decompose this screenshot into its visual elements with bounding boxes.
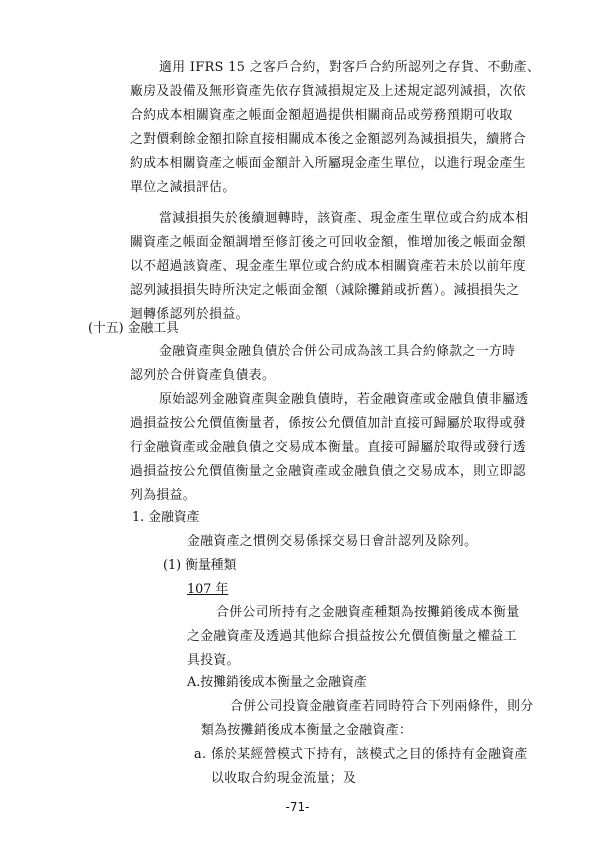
para2-line-4: 認列減損損失時所決定之帳面金額（減除攤銷或折舊）。減損損失之	[130, 283, 520, 298]
amortized-cost-heading: A.按攤銷後成本衡量之金融資產	[187, 675, 367, 690]
para3-line-2: 認列於合併資產負債表。	[130, 368, 276, 383]
para1-line-4: 之對價剩餘金額扣除直接相關成本後之金額認列為減損損失，續將合	[130, 132, 526, 147]
para2-line-5: 迴轉係認列於損益。	[130, 307, 249, 322]
para1-line-6: 單位之減損評估。	[130, 180, 236, 195]
para1-line-1: 適用 IFRS 15 之客戶合約，對客戶合約所認列之存貨、不動產、	[159, 60, 541, 75]
para6-line-2: 類為按攤銷後成本衡量之金融資產：	[201, 723, 413, 738]
para1-line-5: 約成本相關資產之帳面金額計入所屬現金產生單位，以進行現金產生	[130, 156, 526, 171]
year-label: 107 年	[187, 582, 229, 597]
para5-line-3: 具投資。	[187, 653, 240, 668]
measurement-category-heading: (1) 衡量種類	[163, 558, 237, 573]
para3-line-1: 金融資產與金融負債於合併公司成為該工具合約條款之一方時	[159, 344, 516, 359]
page-number: -71-	[285, 800, 310, 814]
subsection-text: 金融資產之慣例交易係採交易日會計認列及除列。	[187, 534, 478, 549]
subsection-heading-financial-assets: 1. 金融資產	[132, 510, 200, 525]
para4-line-1: 原始認列金融資產與金融負債時，若金融資產或金融負債非屬透	[159, 392, 529, 407]
para4-line-4: 過損益按公允價值衡量之金融資產或金融負債之交易成本，則立即認	[130, 464, 526, 479]
section-heading: (十五) 金融工具	[88, 321, 179, 336]
para5-line-1: 合併公司所持有之金融資產種類為按攤銷後成本衡量	[216, 605, 520, 620]
para4-line-5: 列為損益。	[130, 488, 196, 503]
list-item-a-line-1: a. 係於某經營模式下持有，該模式之目的係持有金融資產	[194, 747, 528, 762]
para1-line-3: 合約成本相關資產之帳面金額超過提供相關商品或勞務預期可收取	[130, 108, 513, 123]
para2-line-1: 當減損損失於後續迴轉時，該資產、現金產生單位或合約成本相	[159, 211, 529, 226]
list-item-a-line-2: 以收取合約現金流量；及	[211, 771, 357, 786]
para6-line-1: 合併公司投資金融資產若同時符合下列兩條件，則分	[230, 699, 534, 714]
para5-line-2: 之金融資產及透過其他綜合損益按公允價值衡量之權益工	[187, 629, 517, 644]
para2-line-2: 關資產之帳面金額調增至修訂後之可回收金額，惟增加後之帳面金額	[130, 235, 526, 250]
para2-line-3: 以不超過該資產、現金產生單位或合約成本相關資產若未於以前年度	[130, 259, 526, 274]
para4-line-3: 行金融資產或金融負債之交易成本衡量。直接可歸屬於取得或發行透	[130, 440, 526, 455]
para1-line-2: 廠房及設備及無形資產先依存貨減損規定及上述規定認列減損，次依	[130, 84, 526, 99]
para4-line-2: 過損益按公允價值衡量者，係按公允價值加計直接可歸屬於取得或發	[130, 416, 526, 431]
